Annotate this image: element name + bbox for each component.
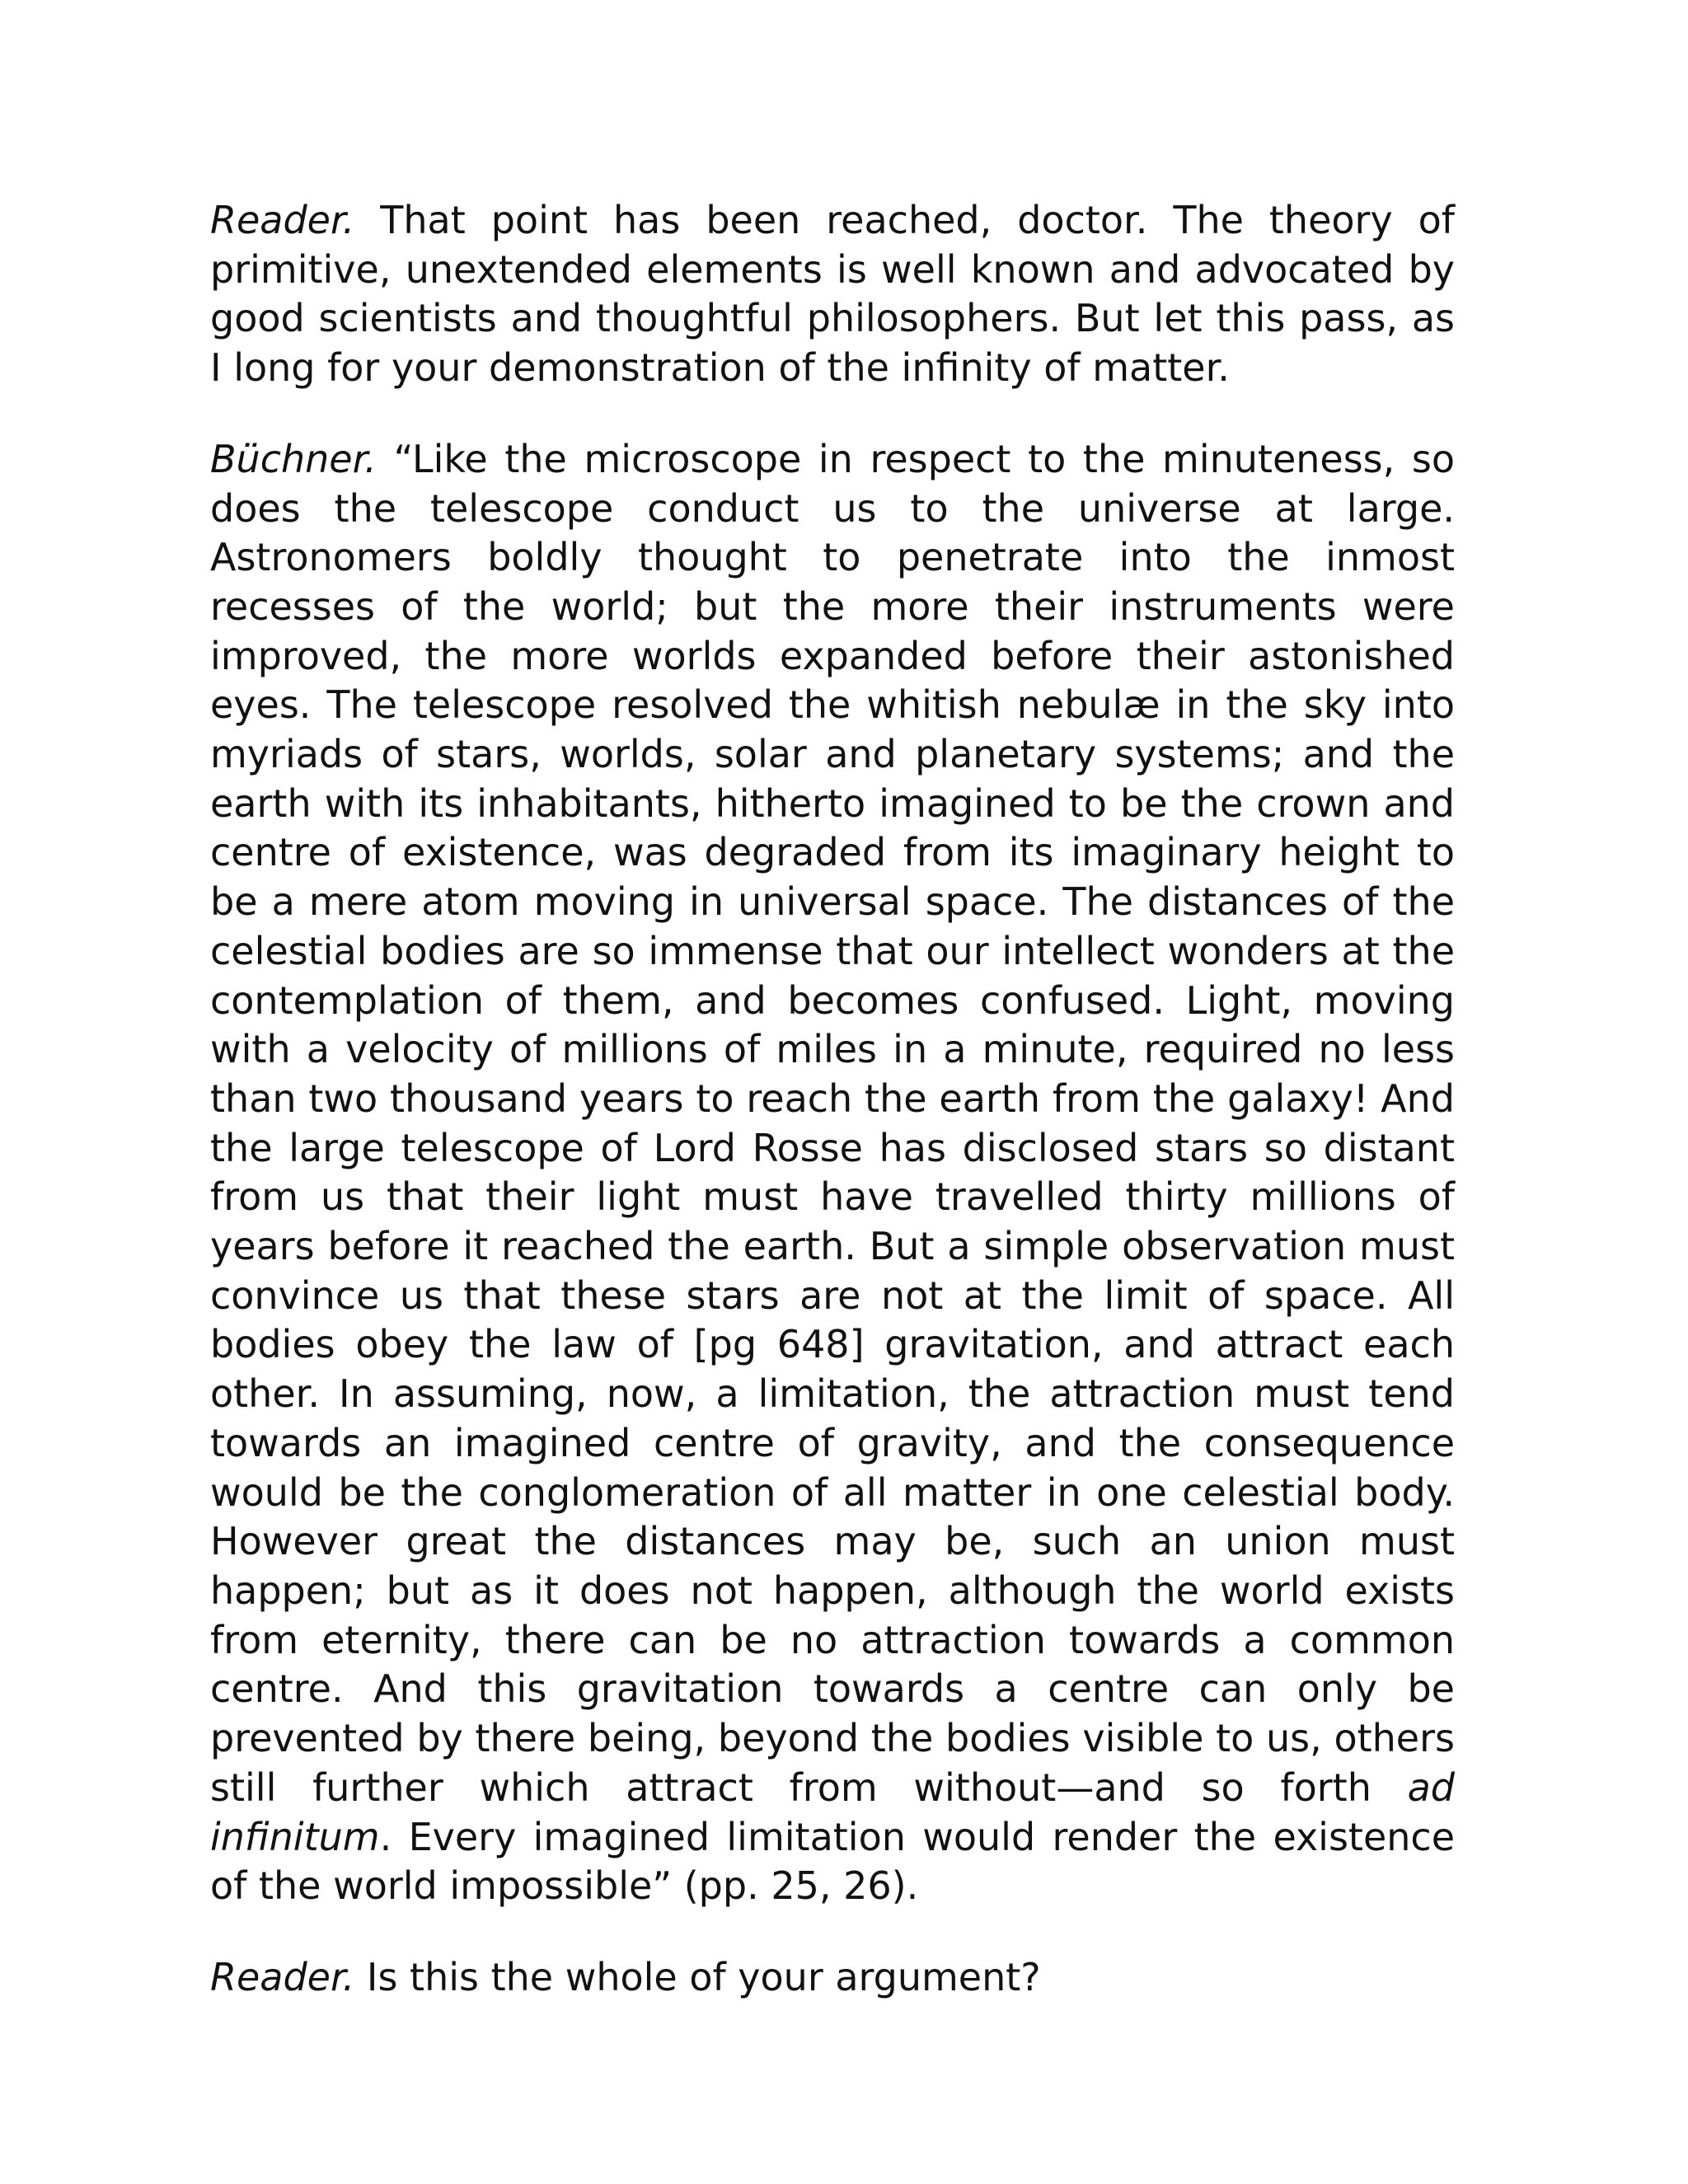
document-page (210, 196, 1455, 2003)
paragraph-text-end: . Every imagined limitation would render the existence of the world impossible” (pp. 25, 26). (210, 1814, 1455, 1909)
speaker-label: Büchner. (210, 436, 377, 481)
paragraph-text: Is this the whole of your argument? (354, 1954, 1041, 1999)
paragraph-buchner (210, 435, 1455, 1911)
paragraph-reader-2 (210, 1953, 1455, 2003)
paragraph-text: That point has been reached, doctor. The theory of primitive, unextended elements is well known and advocated by good scientists and thoughtful philosophers. But let this pass, as I long for your demonstration of the infinity of matter. (210, 198, 1455, 391)
speaker-label: Reader. (210, 198, 355, 242)
paragraph-text: “Like the microscope in respect to the minuteness, so does the telescope conduct us to the universe at large. Astronomers boldly thought to penetrate into the inmost recesses of the world; but the more their instruments were improved, the more worlds expanded before their astonished eyes. The telescope resolved the whitish nebulæ in the sky into myriads of stars, worlds, solar and planetary systems; and the earth with its inhabitants, hitherto imagined to be the crown and centre of existence, was degraded from its imaginary height to be a mere atom moving in universal space. The distances of the celestial bodies are so immense that our intellect wonders at the contemplation of them, and becomes confused. Light, moving with a velocity of millions of miles in a minute, required no less than two thousand years to reach the earth from the galaxy! And the large telescope of Lord Rosse has disclosed stars so distant from us that their light must have travelled thirty millions of years before it reached the earth. But a simple observation must convince us that these stars are not at the limit of space. All bodies obey the law of [pg 648] gravitation, and attract each other. In assuming, now, a limitation, the attraction must tend towards an imagined centre of gravity, and the consequence would be the conglomeration of all matter in one celestial body. However great the distances may be, such an union must happen; but as it does not happen, although the world exists from eternity, there can be no attraction towards a common centre. And this gravitation towards a centre can only be prevented by there being, beyond the bodies visible to us, others still further which attract from without—and so forth (210, 436, 1455, 1810)
speaker-label: Reader. (210, 1954, 355, 1999)
paragraph-reader-1 (210, 196, 1455, 393)
emphasis-text: ad infinitum (210, 1765, 1455, 1859)
